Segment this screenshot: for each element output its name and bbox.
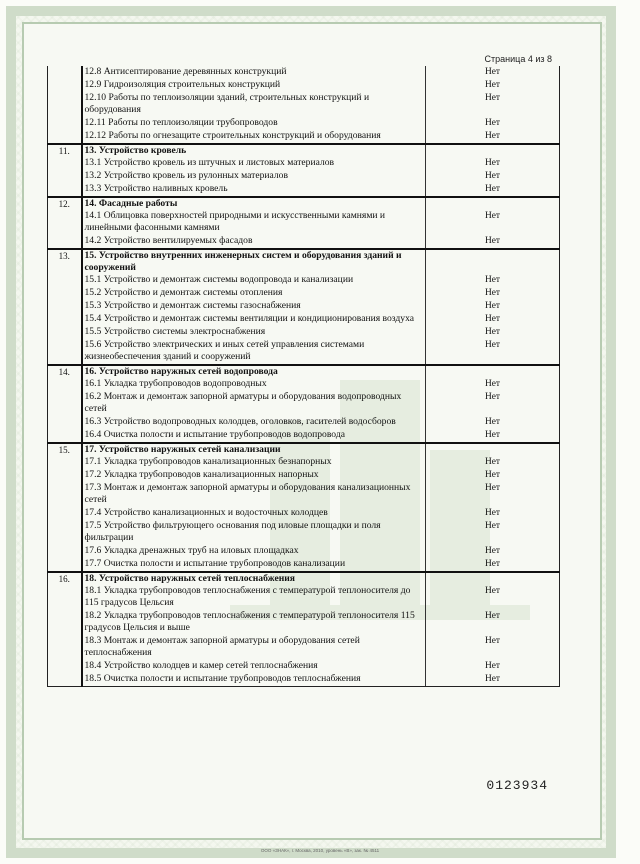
work-type-row — [48, 170, 560, 183]
permit-value-cell — [426, 249, 560, 274]
work-type-row — [48, 585, 560, 610]
work-name-cell: 18.3 Монтаж и демонтаж запорной арматуры и оборудования сетей теплоснабжения — [82, 635, 426, 660]
permit-value-cell: Нет — [426, 416, 560, 429]
permit-value-cell: Нет — [426, 274, 560, 287]
permit-value-cell — [426, 144, 560, 157]
work-type-row — [48, 635, 560, 660]
work-type-row — [48, 482, 560, 507]
work-type-row — [48, 429, 560, 443]
work-name-cell: 18.2 Укладка трубопроводов теплоснабжения с температурой теплоносителя 115 градусов Цельсия и выше — [82, 610, 426, 635]
work-name-cell: 13.3 Устройство наливных кровель — [82, 183, 426, 197]
permit-value-cell: Нет — [426, 585, 560, 610]
permit-value-cell: Нет — [426, 210, 560, 235]
row-number-cell — [48, 635, 82, 660]
row-number-cell — [48, 456, 82, 469]
work-name-cell: 13.1 Устройство кровель из штучных и листовых материалов — [82, 157, 426, 170]
permit-value-cell: Нет — [426, 391, 560, 416]
work-name-cell: 12.8 Антисептирование деревянных конструкций — [82, 66, 426, 79]
row-number-cell — [48, 391, 82, 416]
row-number-cell — [48, 558, 82, 572]
row-number-cell — [48, 429, 82, 443]
permit-value-cell: Нет — [426, 92, 560, 117]
work-type-row — [48, 313, 560, 326]
permit-value-cell: Нет — [426, 482, 560, 507]
work-type-row — [48, 210, 560, 235]
work-name-cell: 15.1 Устройство и демонтаж системы водопровода и канализации — [82, 274, 426, 287]
section-row — [48, 572, 560, 585]
printer-imprint: ООО «ЗНАК», г. Москва, 2010, уровень «В», зак. № 4511 — [260, 848, 380, 853]
row-number-cell — [48, 79, 82, 92]
work-type-row — [48, 274, 560, 287]
section-row — [48, 197, 560, 210]
row-number-cell — [48, 339, 82, 365]
row-number-cell — [48, 235, 82, 249]
work-name-cell: 18. Устройство наружных сетей теплоснабжения — [82, 572, 426, 585]
row-number-cell: 11. — [48, 144, 82, 157]
work-name-cell: 17.6 Укладка дренажных труб на иловых площадках — [82, 545, 426, 558]
row-number-cell — [48, 660, 82, 673]
permit-value-cell: Нет — [426, 326, 560, 339]
section-row — [48, 443, 560, 456]
work-name-cell: 16.3 Устройство водопроводных колодцев, оголовков, гасителей водосборов — [82, 416, 426, 429]
row-number-cell — [48, 326, 82, 339]
row-number-cell — [48, 183, 82, 197]
row-number-cell — [48, 92, 82, 117]
work-type-row — [48, 339, 560, 365]
work-type-row — [48, 673, 560, 687]
work-name-cell: 16. Устройство наружных сетей водопровода — [82, 365, 426, 378]
work-name-cell: 14.1 Облицовка поверхностей природными и искусственными камнями и линейными фасонными камнями — [82, 210, 426, 235]
row-number-cell — [48, 170, 82, 183]
permit-value-cell: Нет — [426, 469, 560, 482]
row-number-cell — [48, 673, 82, 687]
work-type-row — [48, 558, 560, 572]
work-type-row — [48, 660, 560, 673]
work-name-cell: 17.5 Устройство фильтрующего основания под иловые площадки и поля фильтрации — [82, 520, 426, 545]
work-name-cell: 12.12 Работы по огнезащите строительных конструкций и оборудования — [82, 130, 426, 144]
work-name-cell: 15. Устройство внутренних инженерных систем и оборудования зданий и сооружений — [82, 249, 426, 274]
page-number: Страница 4 из 8 — [484, 54, 552, 64]
work-name-cell: 18.1 Укладка трубопроводов теплоснабжения с температурой теплоносителя до 115 градусов Цельсия — [82, 585, 426, 610]
work-name-cell: 17.1 Укладка трубопроводов канализационных безнапорных — [82, 456, 426, 469]
section-row — [48, 249, 560, 274]
permit-value-cell: Нет — [426, 673, 560, 687]
row-number-cell — [48, 469, 82, 482]
work-type-row — [48, 287, 560, 300]
work-name-cell: 15.2 Устройство и демонтаж системы отопления — [82, 287, 426, 300]
permit-value-cell: Нет — [426, 300, 560, 313]
work-type-row — [48, 130, 560, 144]
row-number-cell — [48, 287, 82, 300]
permit-value-cell: Нет — [426, 79, 560, 92]
permit-value-cell: Нет — [426, 378, 560, 391]
permit-value-cell — [426, 197, 560, 210]
row-number-cell — [48, 378, 82, 391]
permit-value-cell — [426, 572, 560, 585]
permit-value-cell: Нет — [426, 456, 560, 469]
work-name-cell: 18.4 Устройство колодцев и камер сетей теплоснабжения — [82, 660, 426, 673]
row-number-cell: 12. — [48, 197, 82, 210]
permit-value-cell: Нет — [426, 117, 560, 130]
row-number-cell: 13. — [48, 249, 82, 274]
row-number-cell — [48, 300, 82, 313]
work-name-cell: 12.10 Работы по теплоизоляции зданий, строительных конструкций и оборудования — [82, 92, 426, 117]
work-type-row — [48, 520, 560, 545]
work-type-row — [48, 92, 560, 117]
permit-value-cell: Нет — [426, 130, 560, 144]
permit-value-cell: Нет — [426, 545, 560, 558]
row-number-cell — [48, 610, 82, 635]
section-row — [48, 365, 560, 378]
work-name-cell: 17.4 Устройство канализационных и водосточных колодцев — [82, 507, 426, 520]
work-name-cell: 16.1 Укладка трубопроводов водопроводных — [82, 378, 426, 391]
row-number-cell: 14. — [48, 365, 82, 378]
work-name-cell: 15.4 Устройство и демонтаж системы вентиляции и кондиционирования воздуха — [82, 313, 426, 326]
permit-value-cell: Нет — [426, 429, 560, 443]
permit-value-cell: Нет — [426, 287, 560, 300]
work-name-cell: 15.5 Устройство системы электроснабжения — [82, 326, 426, 339]
row-number-cell — [48, 416, 82, 429]
work-type-row — [48, 610, 560, 635]
section-row — [48, 144, 560, 157]
work-type-row — [48, 326, 560, 339]
permit-value-cell: Нет — [426, 313, 560, 326]
work-type-row — [48, 507, 560, 520]
work-type-row — [48, 391, 560, 416]
row-number-cell — [48, 117, 82, 130]
work-name-cell: 13. Устройство кровель — [82, 144, 426, 157]
row-number-cell — [48, 313, 82, 326]
work-name-cell: 14. Фасадные работы — [82, 197, 426, 210]
row-number-cell — [48, 66, 82, 79]
permit-value-cell: Нет — [426, 507, 560, 520]
permit-value-cell: Нет — [426, 660, 560, 673]
row-number-cell — [48, 585, 82, 610]
work-name-cell: 12.11 Работы по теплоизоляции трубопроводов — [82, 117, 426, 130]
work-name-cell: 13.2 Устройство кровель из рулонных материалов — [82, 170, 426, 183]
row-number-cell — [48, 482, 82, 507]
work-name-cell: 15.6 Устройство электрических и иных сетей управления системами жизнеобеспечения зданий и сооружений — [82, 339, 426, 365]
row-number-cell: 16. — [48, 572, 82, 585]
permit-value-cell: Нет — [426, 183, 560, 197]
row-number-cell — [48, 210, 82, 235]
row-number-cell — [48, 507, 82, 520]
work-type-row — [48, 66, 560, 79]
permit-value-cell: Нет — [426, 520, 560, 545]
permit-value-cell: Нет — [426, 635, 560, 660]
row-number-cell: 15. — [48, 443, 82, 456]
work-name-cell: 12.9 Гидроизоляция строительных конструкций — [82, 79, 426, 92]
work-type-row — [48, 183, 560, 197]
row-number-cell — [48, 545, 82, 558]
permit-value-cell: Нет — [426, 610, 560, 635]
work-name-cell: 14.2 Устройство вентилируемых фасадов — [82, 235, 426, 249]
work-name-cell: 15.3 Устройство и демонтаж системы газоснабжения — [82, 300, 426, 313]
work-type-row — [48, 117, 560, 130]
permit-value-cell — [426, 443, 560, 456]
row-number-cell — [48, 520, 82, 545]
work-name-cell: 17.3 Монтаж и демонтаж запорной арматуры и оборудования канализационных сетей — [82, 482, 426, 507]
permit-value-cell: Нет — [426, 170, 560, 183]
permit-value-cell: Нет — [426, 339, 560, 365]
work-type-row — [48, 157, 560, 170]
work-type-row — [48, 545, 560, 558]
work-name-cell: 18.5 Очистка полости и испытание трубопроводов теплоснабжения — [82, 673, 426, 687]
work-name-cell: 17.2 Укладка трубопроводов канализационных напорных — [82, 469, 426, 482]
work-name-cell: 17. Устройство наружных сетей канализации — [82, 443, 426, 456]
work-type-row — [48, 79, 560, 92]
work-name-cell: 16.2 Монтаж и демонтаж запорной арматуры и оборудования водопроводных сетей — [82, 391, 426, 416]
work-type-row — [48, 235, 560, 249]
permit-value-cell: Нет — [426, 66, 560, 79]
row-number-cell — [48, 157, 82, 170]
row-number-cell — [48, 274, 82, 287]
work-name-cell: 16.4 Очистка полости и испытание трубопроводов водопровода — [82, 429, 426, 443]
work-type-row — [48, 416, 560, 429]
work-type-row — [48, 300, 560, 313]
work-name-cell: 17.7 Очистка полости и испытание трубопроводов канализации — [82, 558, 426, 572]
row-number-cell — [48, 130, 82, 144]
work-type-row — [48, 378, 560, 391]
permit-value-cell: Нет — [426, 157, 560, 170]
work-type-row — [48, 456, 560, 469]
permit-value-cell: Нет — [426, 235, 560, 249]
permit-value-cell: Нет — [426, 558, 560, 572]
serial-number: 0123934 — [486, 778, 548, 793]
permit-value-cell — [426, 365, 560, 378]
permit-work-table — [47, 66, 560, 687]
work-type-row — [48, 469, 560, 482]
